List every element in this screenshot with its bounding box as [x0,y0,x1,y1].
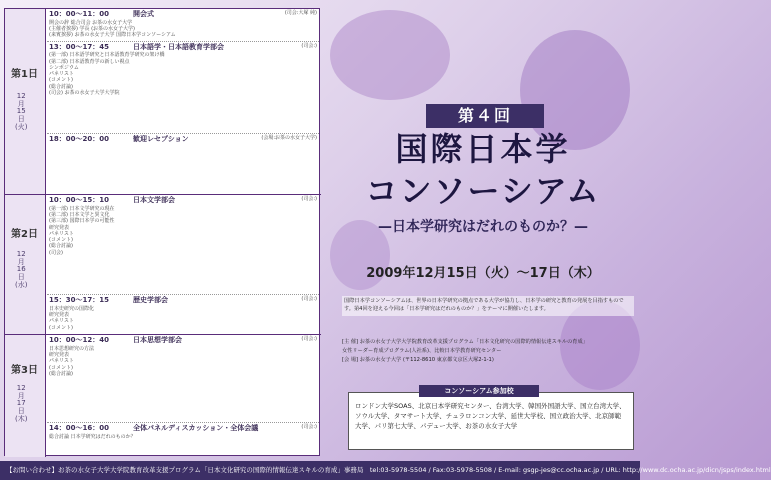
session-line: (第三部) 国際日本学の可能性 [49,218,115,225]
session-line: (総合討論) [49,370,73,377]
session-time: 10：00～12：40 [49,336,109,344]
session-line: (主催者挨拶) 学長 (お茶の水女子大学) [49,26,135,32]
session-line: パネリスト [49,358,74,365]
session-line: パネリスト [49,318,74,325]
session-chair: (司会:) [301,42,317,49]
session-line: (第一部) 日本文学研究の現在 [49,205,115,212]
session-line: (司会) お茶の水女子大学大学院 [49,89,120,96]
session-line: 日本史研究の国際化 [49,305,95,312]
session-line: シンポジウム [49,64,79,71]
day-block-3 [5,335,321,457]
title-area [330,0,636,460]
participants-box [348,387,634,450]
session-chair: (司会:) [301,424,317,430]
day-label-column [5,195,46,334]
day-label-column [5,335,46,457]
info-line: [主 催] お茶の水女子大学大学院教育改革支援プログラム「日本文化研究の国際的情報伝達スキルの育成」 [342,339,588,345]
session-line: (第二部) 日本語教育学の新しい視点 [49,58,130,65]
session-line: (コメント) [49,237,73,243]
organizer-info [342,338,634,365]
day-date: 12 月 17 日 (木) [15,384,28,423]
session-line: (司会) [49,249,63,256]
session-chair: (司会:) [301,196,317,202]
day-block-1 [5,9,321,195]
session-line: (総合討論) [49,83,73,90]
day-date: 12 月 15 日 (火) [15,92,28,131]
info-line: 女性リーダー育成プログラム(人社系)、比較日本学教育研究センター [342,347,502,354]
session-chair: (司会:大塚 純) [284,10,317,16]
session-title: 日本思想学部会 [133,336,182,344]
session-line: 研究発表 [49,312,70,318]
session-line: (第一部) 日本語学研究と日本語教育学研究の架け橋 [49,52,165,59]
event-subtitle: —日本学研究はだれのものか？— [378,219,588,235]
session [47,134,319,147]
session-line: 日本思想研究の方法 [49,345,95,352]
session-line: (コメント) [49,324,73,331]
session-time: 14：00～16：00 [49,424,109,432]
session-line: 総合討論 日本学研究はだれのものか？ [49,433,136,440]
day-number: 第2日 [11,229,38,240]
event-title-line2: コンソーシアム [365,172,601,210]
session-line: 研究発表 [49,352,70,358]
session-time: 10：00～11：00 [49,10,109,18]
session-line: (第二部) 日本文学と異文化 [49,212,110,218]
day-sessions [47,195,319,334]
session-time: 18：00～20：00 [49,134,109,143]
event-description: 国際日本学コンソーシアムは、世界の日本学研究の拠点である大学が協力し、日本学の研究と教育の発展を目指すものです。第4回を迎える今回は「日本学研究はだれのものか？」をテーマに開催いたします。 [342,296,634,316]
event-title: 国際日本学 [395,130,571,168]
schedule-panel [4,8,320,456]
session-chair: (司会:) [301,336,317,342]
edition-badge: 第４回 [426,104,544,128]
session-line: (コメント) [49,77,73,84]
session-line: (コメント) [49,364,73,371]
day-sessions [47,335,319,457]
session [47,195,319,295]
session-title: 日本語学・日本語教育学部会 [133,42,224,51]
session-time: 13：00～17：45 [49,42,109,51]
session [47,42,319,134]
session-chair: (司会:) [301,296,317,302]
session-time: 10：00～15：10 [49,196,109,204]
session-line: (来賓挨拶) お茶の水女子大学 国際日本学コンソーシアム [49,32,176,39]
session-line: 研究発表 [49,224,70,231]
session-time: 15：30～17：15 [49,296,109,304]
day-block-2 [5,195,321,335]
session-title: 歴史学部会 [133,296,168,304]
participants-heading: コンソーシアム参加校 [419,385,539,397]
session-line: 開会の辞 総合司会 お茶の水女子大学 [49,19,133,26]
contact-footer: 【お問い合わせ】お茶の水女子大学大学院教育改革支援プログラム「日本文化研究の国際的情報伝達スキルの育成」事務局 tel:03-5978-5504 / Fax:03-5978-5508 / E-mail: gsgp-jes@cc.ocha.ac.jp / URL: http://www.dc.ocha.ac.jp/dicn/jsps/index.html [0,461,640,480]
session [47,335,319,423]
session-title: 日本文学部会 [133,196,175,204]
session-line: (総合討論) [49,243,73,250]
info-line: [会 場] お茶の水女子大学 (〒112-8610 東京都文京区大塚2-1-1) [342,356,494,363]
session-line: パネリスト [49,71,74,77]
session [47,295,319,333]
session-title: 歓迎レセプション [133,134,189,143]
day-date: 12 月 16 日 (水) [15,250,28,289]
day-label-column [5,9,46,194]
session-title: 開会式 [133,10,154,18]
participants-list: ロンドン大学SOAS、北京日本学研究センター、台湾大学、韓国外国語大学、国立台湾大学、ソウル大学、タマサート大学、チュラロンコン大学、延世大学校、国立政治大学、北京師範大学、パリ第七大学、パデュー大学、お茶の水女子大学 [355,402,626,431]
session-chair: (会場:お茶の水女子大学) [261,134,317,141]
day-number: 第1日 [11,69,38,80]
day-sessions [47,9,319,194]
session-line: パネリスト [49,230,74,237]
day-number: 第3日 [11,365,38,376]
session-title: 全体パネルディスカッション・全体会議 [133,424,259,432]
event-dates: 2009年12月15日（火）～17日（木） [366,266,600,281]
session [47,423,319,442]
session [47,9,319,42]
